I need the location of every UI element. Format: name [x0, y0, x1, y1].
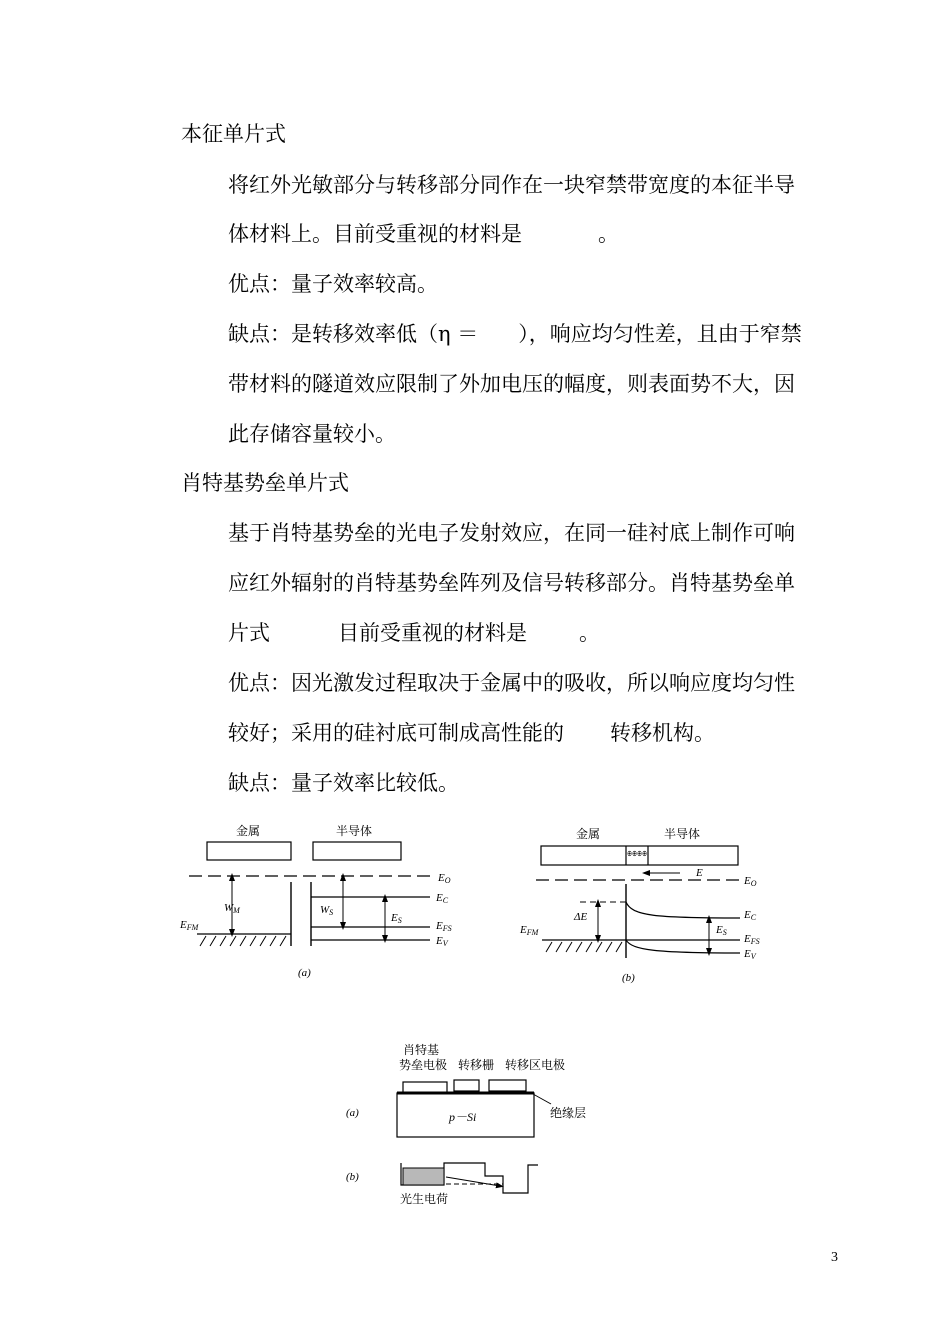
- photo-charge-label: 光生电荷: [400, 1192, 449, 1206]
- ev-label: EV: [744, 948, 756, 961]
- advantage-line: 优点：量子效率较高。: [228, 272, 438, 296]
- text-span: 。: [598, 222, 619, 246]
- caption-b: (b): [622, 972, 635, 984]
- semiconductor-block: [313, 842, 401, 860]
- efm-label: EFM: [180, 919, 199, 932]
- photo-charge-packet: [403, 1168, 444, 1185]
- transfer-gate: [454, 1080, 479, 1091]
- efs-label: EFS: [436, 920, 452, 933]
- metal-label: 金属: [236, 824, 261, 838]
- conduction-band-curve: [626, 902, 740, 918]
- text-span: 。: [579, 621, 600, 645]
- schottky-electrode: [403, 1082, 447, 1093]
- ws-label: WS: [320, 904, 334, 917]
- charge-transfer-arrow: [446, 1177, 500, 1186]
- e0-label: EO: [744, 875, 757, 888]
- insulator-label: 绝缘层: [550, 1106, 587, 1120]
- schottky-structure-figure: [346, 1042, 586, 1206]
- wm-label: WM: [224, 902, 240, 915]
- substrate-label: p－Si: [449, 1110, 477, 1124]
- text-span: ），响应均匀性差，且由于窄禁: [518, 322, 802, 346]
- positive-charges: ⊕⊕⊕⊕: [627, 849, 647, 858]
- text-span: 转移机构。: [610, 721, 715, 745]
- potential-well-profile: [401, 1163, 538, 1193]
- section-heading-schottky: 肖特基势垒单片式: [181, 471, 349, 495]
- barrier-electrode-label: 势垒电极: [399, 1058, 448, 1072]
- ev-label: EV: [436, 935, 448, 948]
- transfer-electrode-label: 转移区电极: [505, 1058, 566, 1072]
- ec-label: EC: [744, 909, 757, 922]
- semiconductor-label: 半导体: [664, 827, 701, 841]
- transfer-gate-label: 转移栅: [458, 1058, 495, 1072]
- section-heading-intrinsic: 本征单片式: [181, 122, 286, 146]
- paragraph-line: [228, 221, 619, 247]
- efm-label: EFM: [520, 924, 539, 937]
- text-span: 缺点：是转移效率低（η ＝: [228, 322, 479, 346]
- delta-e-label: ΔE: [574, 911, 588, 923]
- caption-a: (a): [298, 967, 311, 979]
- caption-a: (a): [346, 1107, 359, 1119]
- metal-label: 金属: [576, 827, 601, 841]
- paragraph-line: 带材料的隧道效应限制了外加电压的幅度，则表面势不大，因: [228, 372, 795, 396]
- text-span: 目前受重视的材料是: [338, 621, 527, 645]
- substrate-block: [397, 1093, 534, 1137]
- caption-b: (b): [346, 1171, 359, 1183]
- band-diagram-b: [519, 826, 760, 984]
- disadvantage-line: [228, 321, 802, 347]
- metal-block: [207, 842, 291, 860]
- valence-band-curve: [626, 940, 740, 953]
- metal-hatch: [200, 936, 286, 946]
- schottky-label: 肖特基: [403, 1043, 440, 1057]
- paragraph-line: [228, 620, 600, 646]
- text-span: 体材料上。目前受重视的材料是: [228, 222, 522, 246]
- band-diagram-a: [179, 823, 452, 979]
- paragraph-line: 应红外辐射的肖特基势垒阵列及信号转移部分。肖特基势垒单: [228, 571, 795, 595]
- transfer-region-electrode: [489, 1080, 526, 1091]
- junction-block: [541, 846, 738, 865]
- paragraph-line: 将红外光敏部分与转移部分同作在一块窄禁带宽度的本征半导: [228, 173, 795, 197]
- advantage-line: 优点：因光激发过程取决于金属中的吸收，所以响应度均匀性: [228, 671, 795, 695]
- semiconductor-label: 半导体: [336, 824, 373, 838]
- efs-label: EFS: [744, 933, 760, 946]
- insulator-leader: [533, 1094, 551, 1104]
- metal-hatch: [546, 942, 622, 952]
- paragraph-line: 此存储容量较小。: [228, 422, 396, 446]
- paragraph-line: [228, 720, 715, 746]
- ec-label: EC: [436, 892, 449, 905]
- es-label: ES: [391, 912, 402, 925]
- text-span: 较好；采用的硅衬底可制成高性能的: [228, 721, 564, 745]
- disadvantage-line: 缺点：量子效率比较低。: [228, 771, 459, 795]
- page-number: 3: [831, 1250, 838, 1265]
- es-label: ES: [716, 924, 727, 937]
- paragraph-line: 基于肖特基势垒的光电子发射效应，在同一硅衬底上制作可响: [228, 521, 795, 545]
- e0-label: EO: [438, 872, 451, 885]
- field-label: E: [696, 867, 703, 879]
- text-span: 片式: [228, 621, 270, 645]
